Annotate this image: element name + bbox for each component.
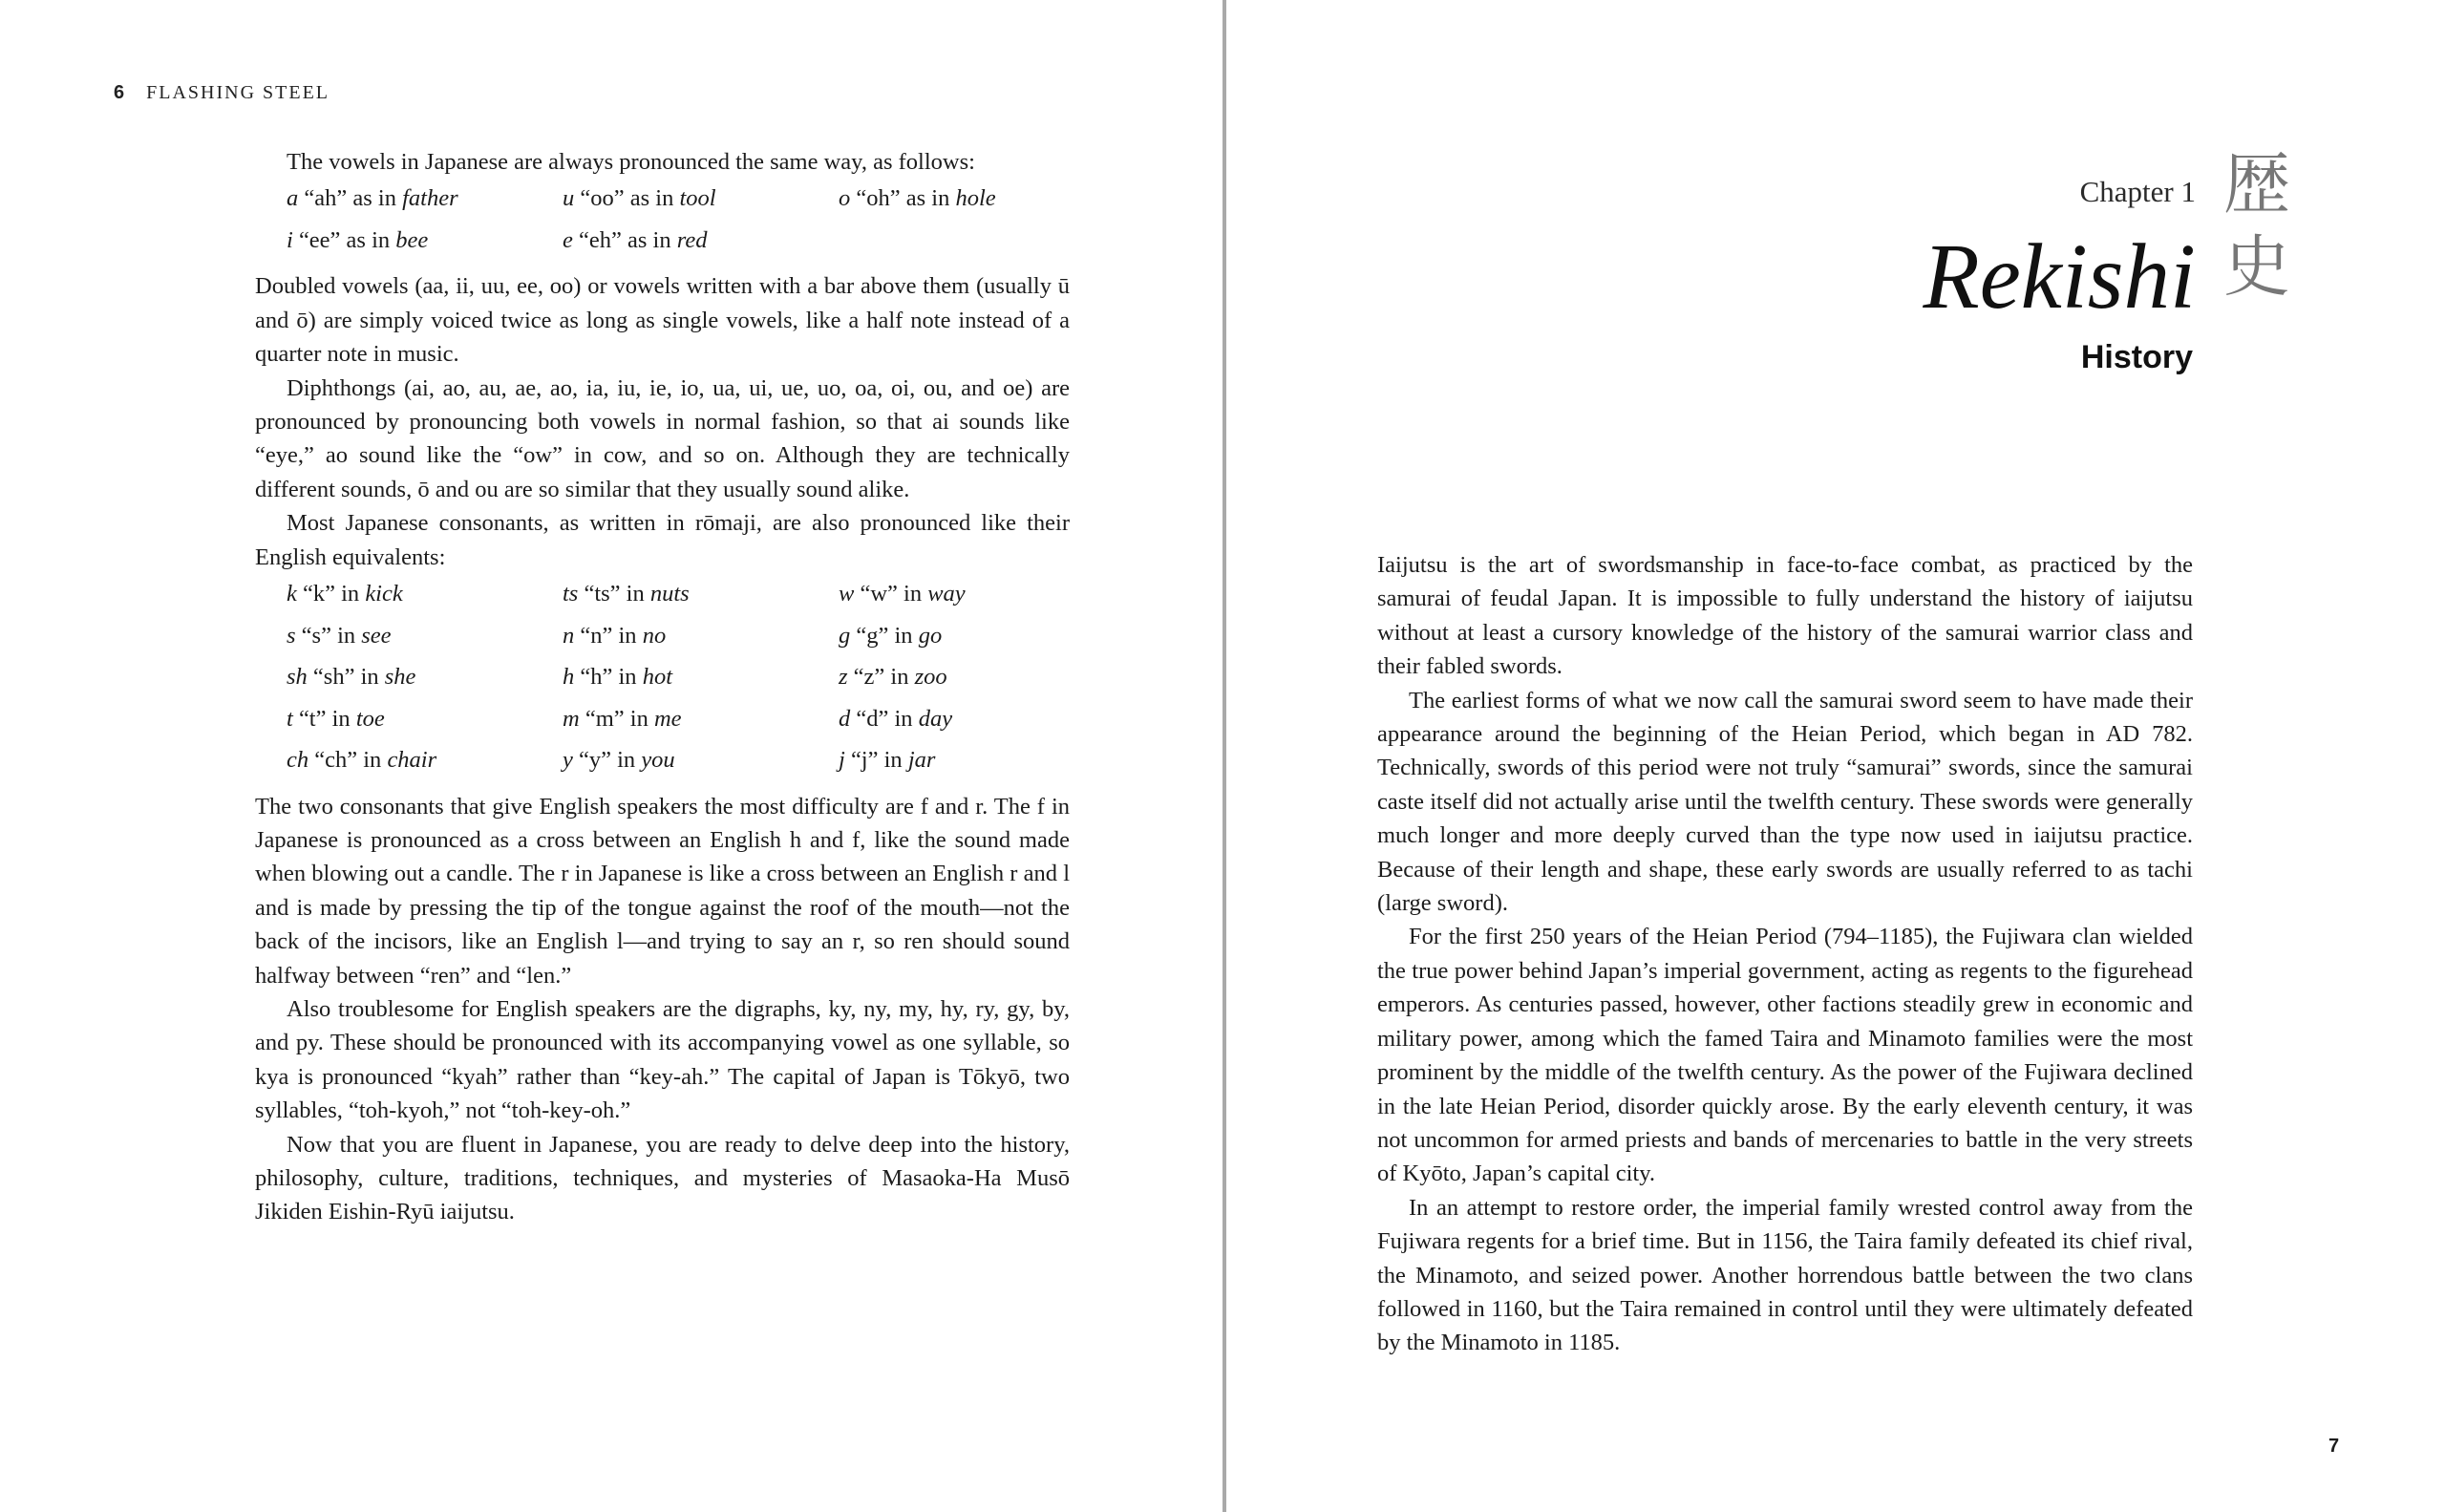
kanji-character: 史 [2223, 227, 2290, 306]
consonant-table [255, 576, 1070, 784]
example-word: hole [955, 185, 996, 212]
chapter-kanji [2223, 143, 2290, 308]
sound: “ch” in [308, 747, 388, 774]
vowel-entry [287, 181, 563, 223]
paragraph-fujiwara: For the first 250 years of the Heian Period (794–1185), the Fujiwara clan wielded the true power behind Japan’s imperial government, acting as regents to the figurehead emperors. As centuries passed, however, other factions steadily grew in economic and military power, among which the famed Taira and Minamoto families were the most prominent by the middle of the twelfth century. As the power of the Fujiwara declined in the late Heian Period, disorder quickly arose. By the early eleventh century, it was not uncommon for armed priests and bands of mercenaries to battle in the very streets of Kyōto, Japan’s capital city. [1377, 924, 2193, 1187]
consonant-entry [839, 659, 1101, 701]
letter: z [839, 664, 848, 691]
consonant-entry [287, 742, 563, 784]
example-word: chair [387, 747, 437, 774]
paragraph-diphthongs: Diphthongs (ai, ao, au, ae, ao, ia, iu, ie, io, ua, ui, ue, uo, oa, oi, ou, and oe) are pronounced by pronouncing both vowels in normal fashion, so that ai sounds like “eye,” ao sound like the “ow” in cow, and so on. Although they are technically different sounds, ō and ou are so similar that they usually sound alike. [255, 374, 1070, 502]
letter: ts [563, 581, 579, 607]
letter: sh [287, 664, 308, 691]
consonant-entry [839, 701, 1101, 743]
sound: “s” in [295, 622, 362, 649]
paragraph-taira-minamoto: In an attempt to restore order, the imperial family wrested control away from the Fujiwara regents for a brief time. But in 1156, the Taira family defeated its chief rival, the Minamoto, and seized power. Another horrendous battle between the two clans followed in 1160, but the Taira remained in control until they were ultimately defeated by the Minamoto in 1185. [1377, 1194, 2193, 1356]
page-number-right: 7 [2328, 1436, 2340, 1457]
letter: g [839, 622, 851, 649]
sound: “ee” as in [292, 226, 396, 253]
paragraph-difficult-consonants: The two consonants that give English speakers the most difficulty are f and r. The f in Japanese is pronounced as a cross between an English h and f, like the sound made when blowing out a candle. The r in Japanese is like a cross between an English r and l and is made by pressing the tip of the tongue against the roof of the mouth—not the back of the incisors, like an English l—and trying to say an r, so ren should sound halfway between “ren” and “len.” [255, 793, 1070, 989]
letter: i [287, 226, 293, 253]
example-word: you [641, 747, 675, 774]
book-spine-divider [1222, 0, 1226, 1512]
example-word: go [918, 622, 943, 649]
consonant-entry [563, 742, 839, 784]
vowel-entry [839, 181, 1101, 223]
consonant-entry [839, 742, 1101, 784]
letter: j [839, 747, 845, 774]
left-body-text [255, 145, 1070, 1229]
letter: y [563, 747, 573, 774]
sound: “y” in [572, 747, 642, 774]
letter: w [839, 581, 855, 607]
sound: “oo” as in [574, 185, 680, 212]
paragraph-digraphs: Also troublesome for English speakers are the digraphs, ky, ny, my, hy, ry, gy, by, and py. These should be pronounced with its accompanying vowel as one syllable, so kya is pronounced “kyah” rather than “key-ah.” The capital of Japan is Tōkyō, two syllables, “toh-kyoh,” not “toh-key-oh.” [255, 996, 1070, 1124]
example-word: jar [907, 747, 936, 774]
sound: “h” in [574, 664, 643, 691]
letter: k [287, 581, 297, 607]
example-word: kick [365, 581, 403, 607]
example-word: see [361, 622, 392, 649]
example-word: bee [395, 226, 429, 253]
sound: “z” in [847, 664, 915, 691]
sound: “d” in [850, 705, 919, 732]
example-word: day [918, 705, 953, 732]
sound: “n” in [574, 622, 643, 649]
example-word: she [384, 664, 416, 691]
consonant-entry [287, 618, 563, 660]
consonant-entry [287, 701, 563, 743]
kanji-character: 歴 [2223, 145, 2290, 224]
consonant-entry [839, 618, 1101, 660]
sound: “m” in [579, 705, 654, 732]
letter: m [563, 705, 580, 732]
example-word: nuts [649, 581, 690, 607]
page-number-left: 6 [114, 82, 127, 103]
sound: “t” in [292, 705, 356, 732]
sound: “g” in [850, 622, 919, 649]
letter: d [839, 705, 851, 732]
letter: ch [287, 747, 309, 774]
consonant-entry [563, 659, 839, 701]
letter: s [287, 622, 296, 649]
right-body-text [1377, 548, 2193, 1360]
paragraph-earliest-swords: The earliest forms of what we now call the samurai sword seem to have made their appearance around the beginning of the Heian Period, which began in AD 782. Technically, swords of this period were not truly “samurai” swords, since the samurai caste itself did not actually arise until the twelfth century. These swords were generally much longer and more deeply curved than the type now used in iaijutsu practice. Because of their length and shape, these early swords are usually referred to as tachi (large sword). [1377, 687, 2193, 917]
paragraph-iaijutsu-intro: Iaijutsu is the art of swordsmanship in face-to-face combat, as practiced by the samurai of feudal Japan. It is impossible to fully understand the history of iaijutsu without at least a cursory knowledge of the history of the samurai warrior class and their fabled swords. [1377, 552, 2193, 680]
paragraph-consonants-intro: Most Japanese consonants, as written in rōmaji, are also pronounced like their English equivalents: [255, 510, 1070, 570]
consonant-entry [839, 576, 1101, 618]
example-word: me [653, 705, 682, 732]
sound: “sh” in [307, 664, 385, 691]
vowels-intro: The vowels in Japanese are always pronounced the same way, as follows: [287, 149, 975, 175]
example-word: father [402, 185, 458, 212]
sound: “j” in [844, 747, 908, 774]
consonant-entry [563, 701, 839, 743]
sound: “w” in [854, 581, 928, 607]
letter: o [839, 185, 851, 212]
example-word: toe [355, 705, 385, 732]
letter: h [563, 664, 575, 691]
letter: n [563, 622, 575, 649]
consonant-entry [287, 659, 563, 701]
sound: “oh” as in [850, 185, 956, 212]
consonant-entry [563, 618, 839, 660]
vowel-entry [287, 223, 563, 265]
example-word: no [642, 622, 667, 649]
vowel-table [255, 181, 1070, 264]
example-word: zoo [914, 664, 947, 691]
chapter-subtitle: History [2080, 339, 2193, 375]
paragraph-doubled-vowels: Doubled vowels (aa, ii, uu, ee, oo) or vowels written with a bar above them (usually ū and ō) are simply voiced twice as long as single vowels, like a half note instead of a quarter note in music. [255, 273, 1070, 368]
sound: “ah” as in [298, 185, 403, 212]
consonant-entry [287, 576, 563, 618]
paragraph-fluent: Now that you are fluent in Japanese, you are ready to delve deep into the history, philosophy, culture, traditions, techniques, and mysteries of Masaoka-Ha Musō Jikiden Eishin-Ryū iaijutsu. [255, 1131, 1070, 1225]
example-word: red [676, 226, 708, 253]
running-head-title: FLASHING STEEL [146, 82, 330, 103]
sound: “k” in [296, 581, 366, 607]
example-word: way [927, 581, 966, 607]
running-head [114, 82, 330, 104]
sound: “ts” in [578, 581, 650, 607]
sound: “eh” as in [572, 226, 677, 253]
letter: t [287, 705, 293, 732]
right-page [1232, 0, 2445, 1512]
vowel-entry [563, 181, 839, 223]
letter: e [563, 226, 573, 253]
consonant-entry [563, 576, 839, 618]
letter: a [287, 185, 299, 212]
vowel-entry [563, 223, 839, 265]
letter: u [563, 185, 575, 212]
chapter-title: Rekishi [1923, 225, 2196, 328]
example-word: hot [642, 664, 672, 691]
example-word: tool [679, 185, 716, 212]
chapter-label: Chapter 1 [2079, 175, 2196, 208]
left-page [0, 0, 1222, 1512]
